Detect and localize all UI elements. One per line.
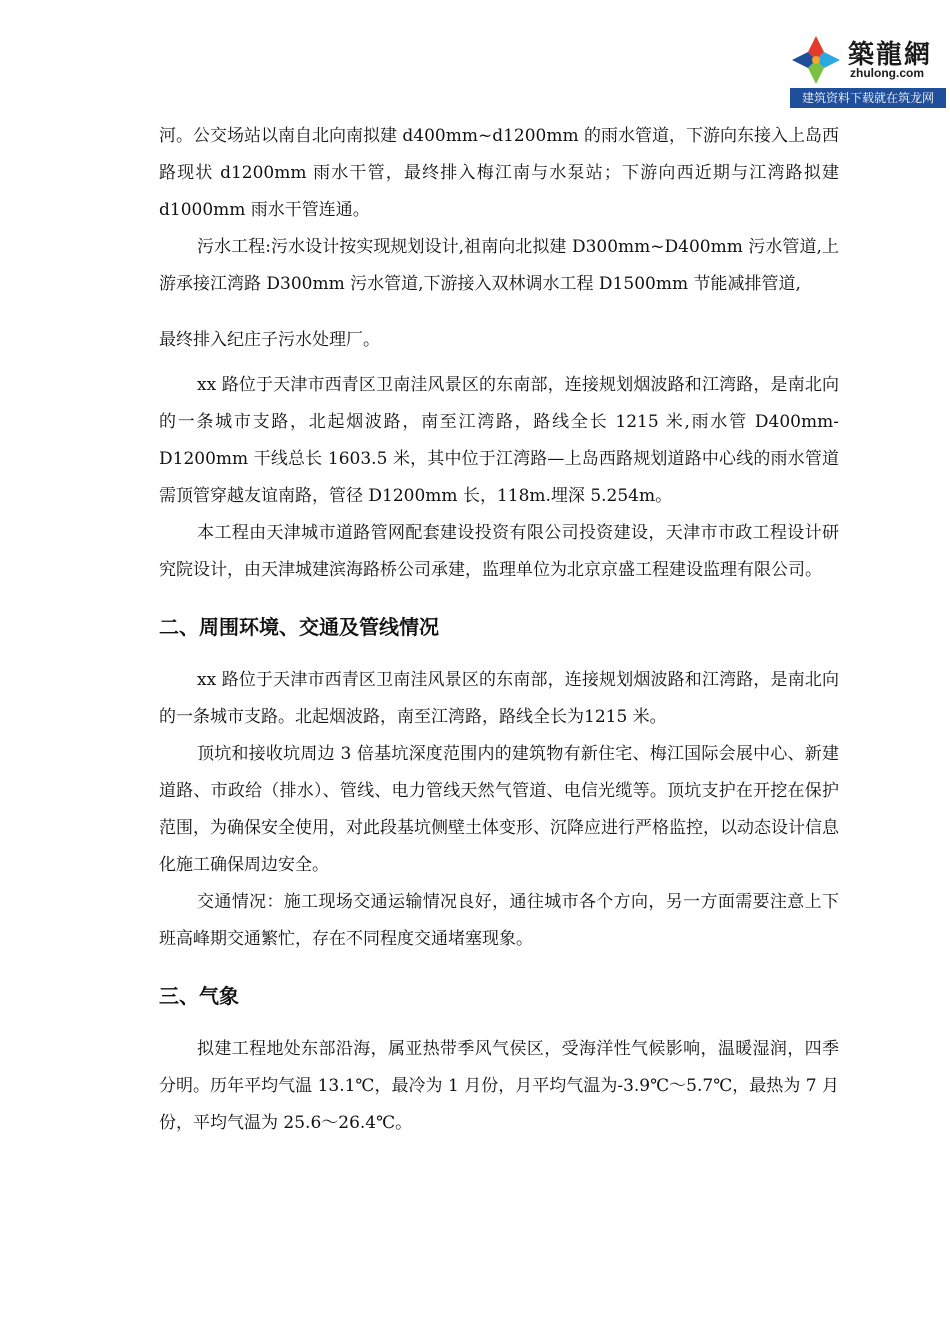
paragraph-surroundings: 顶坑和接收坑周边 3 倍基坑深度范围内的建筑物有新住宅、梅江国际会展中心、新建道路、市政给（排水）、管线、电力管线天然气管道、电信光缆等。顶坑支护在开挖在保护范围，为确保安全使用，对此段基坑侧壁土体变形、沉降应进行严格监控，以动态设计信息化施工确保周边安全。: [159, 744, 839, 875]
logo-chinese-name: 築龍網: [848, 40, 933, 70]
paragraph-climate: 拟建工程地处东部沿海，属亚热带季风气侯区，受海洋性气候影响，温暖湿润，四季分明。历年平均气温 13.1℃，最冷为 1 月份，月平均气温为-3.9℃～5.7℃，最热为 7 月份，平均气温为 25.6～26.4℃。: [159, 1039, 839, 1133]
paragraph-sewage: 污水工程:污水设计按实现规划设计,祖南向北拟建 D300mm~D400mm 污水管道,上游承接江湾路 D300mm 污水管道,下游接入双林调水工程 D1500mm 节能减排管道,: [159, 237, 839, 294]
section-heading-environment: 二、周围环境、交通及管线情况: [159, 615, 439, 639]
zhulong-logo: [788, 30, 946, 110]
paragraph-sewage-end: 最终排入纪庄子污水处理厂。: [159, 330, 380, 350]
document-body: [159, 118, 839, 1142]
paragraph-road-overview: xx 路位于天津市西青区卫南洼风景区的东南部，连接规划烟波路和江湾路，是南北向的一条城市支路，北起烟波路，南至江湾路，路线全长 1215 米,雨水管 D400mm-D1200mm 干线总长 1603.5 米，其中位于江湾路—上岛西路规划道路中心线的雨水管道需顶管穿越友谊南路，管径 D1200mm 长，118m.埋深 5.254m。: [159, 375, 839, 506]
logo-tagline: 建筑资料下载就在筑龙网: [790, 88, 946, 108]
paragraph-road-location: xx 路位于天津市西青区卫南洼风景区的东南部，连接规划烟波路和江湾路，是南北向的一条城市支路。北起烟波路，南至江湾路，路线全长为1215 米。: [159, 670, 839, 727]
paragraph-traffic: 交通情况：施工现场交通运输情况良好，通往城市各个方向，另一方面需要注意上下班高峰期交通繁忙，存在不同程度交通堵塞现象。: [159, 892, 839, 949]
logo-domain: zhulong.com: [850, 66, 924, 80]
zhulong-logo-icon: [788, 32, 844, 88]
paragraph-project-parties: 本工程由天津城市道路管网配套建设投资有限公司投资建设，天津市市政工程设计研究院设计，由天津城建滨海路桥公司承建，监理单位为北京京盛工程建设监理有限公司。: [159, 523, 839, 580]
paragraph-rainwater: 河。公交场站以南自北向南拟建 d400mm~d1200mm 的雨水管道，下游向东接入上岛西路现状 d1200mm 雨水干管，最终排入梅江南与水泵站；下游向西近期与江湾路拟建 d1000mm 雨水干管连通。: [159, 126, 840, 220]
section-heading-weather: 三、气象: [159, 984, 239, 1008]
